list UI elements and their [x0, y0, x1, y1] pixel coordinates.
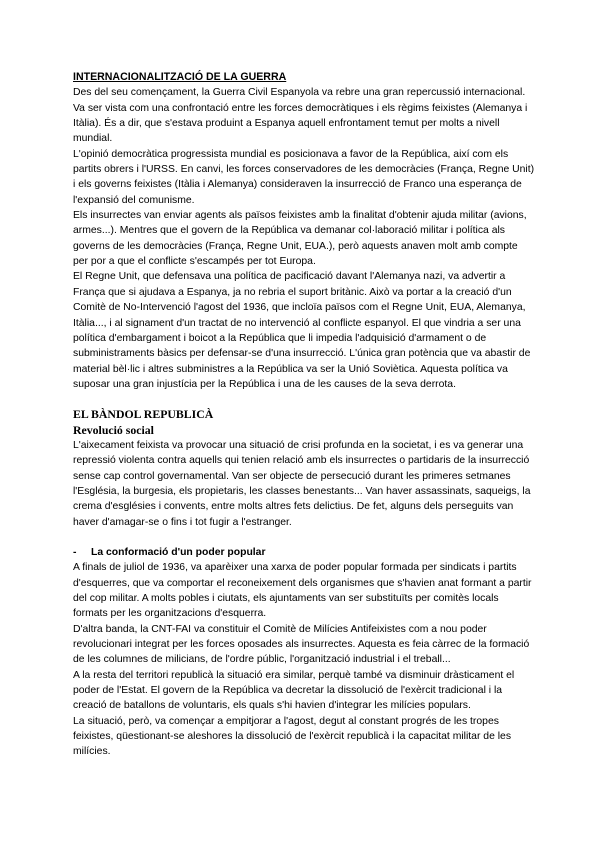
bullet-heading — [73, 545, 535, 560]
bullet-dash: - — [73, 546, 77, 558]
paragraph: La situació, però, va començar a empitjorar a l'agost, degut al constant progrés de les tropes feixistes, qüestionant-se aleshores la dissolució de l'exèrcit republicà i la capacitat militar de les milícies. — [73, 715, 512, 758]
paragraph: L'opinió democràtica progressista mundial es posicionava a favor de la República, així com els partits obrers i l'URSS. En canvi, les forces conservadores de les democràcies (França, Regne Unit) i els governs feixistes (Itàlia i Alemanya) consideraven la insurrecció de Franco una esperança de l'expansió del comunisme. — [73, 148, 535, 206]
paragraph: Els insurrectes van enviar agents als països feixistes amb la finalitat d'obtenir ajuda militar (avions, armes...). Mentres que el govern de la República va demanar col·laboració militar i política als governs de les democràcies (França, Regne Unit, EUA.), però aquests anaven molt amb compte per por a que el conflicte s'escampés per tot Europa. — [73, 210, 527, 268]
paragraph: A finals de juliol de 1936, va aparèixer una xarxa de poder popular formada per sindicats i partits d'esquerres, que va comportar el reconeixement dels organismes que s'havien anat formant a partir del cop militar. A molts pobles i ciutats, els ajuntaments van ser substituïts per comitès locals formats per les organitzacions d'esquerra. — [73, 562, 532, 620]
bullet-heading-text: La conformació d'un poder popular — [91, 546, 266, 558]
subsection-title-social-revolution: Revolució social — [73, 422, 154, 437]
paragraph: El Regne Unit, que defensava una política de pacificació davant l'Alemanya nazi, va advertir a França que si ajudava a Espanya, ja no rebria el suport britànic. Això va portar a la creació d'un Comitè de No-Intervenció l'agost del 1936, que incloïa països com el Regne Unit, EUA, Alemanya, Itàlia..., i al signament d'un tractat de no intervenció al conflicte espanyol. El que vindria a ser una política d'embargament i boicot a la República que li impedia l'adquisició d'armament o de subministraments bàsics per defensar-se d'una insurrecció. L'única gran potència que va abastir de material bèl·lic i altres subministres a la República va ser la Unió Soviètica. Aquesta política va suposar una gran injustícia per la República i una de les causes de la seva derrota. — [73, 271, 531, 390]
section-title-republican-side: EL BÀNDOL REPUBLICÀ — [73, 407, 214, 422]
paragraph: Des del seu començament, la Guerra Civil Espanyola va rebre una gran repercussió internacional. Va ser vista com una confrontació entre les forces democràtiques i els règims feixistes (Alemanya i Itàlia). És a dir, que s'estava produint a Espanya aquell enfrontament temut per molts a nivell mundial. — [73, 87, 528, 145]
document-body — [73, 70, 535, 760]
paragraph: D'altra banda, la CNT-FAI va constituir el Comitè de Milícies Antifeixistes com a nou poder revolucionari integrat per les forces oposades als insurrectes. Aquesta es feia càrrec de la formació de les columnes de milicians, de l'ordre públic, l'organització industrial i el treball... — [73, 623, 530, 666]
paragraph: L'aixecament feixista va provocar una situació de crisi profunda en la societat, i es va generar una repressió violenta contra aquells qui tenien relació amb els insurrectes o partidaris de la insurrecció sense cap control governamental. Van ser objecte de persecució durant les primeres setmanes l'Església, la burgesia, els propietaris, les classes benestants... Van haver assassinats, saqueigs, la crema d'esglésies i convents, entre molts altres fets delictius. De fet, alguns dels perseguits van haver d'amagar-se o fins i tot fugir a l'estranger. — [73, 439, 531, 528]
section-title-internationalization: INTERNACIONALITZACIÓ DE LA GUERRA — [73, 71, 287, 83]
paragraph: A la resta del territori republicà la situació era similar, perquè també va disminuir dràsticament el poder de l'Estat. El govern de la República va decretar la dissolució de l'exèrcit tradicional i la creació de batallons de voluntaris, els quals s'hi havien d'integrar les milícies populars. — [73, 669, 515, 712]
